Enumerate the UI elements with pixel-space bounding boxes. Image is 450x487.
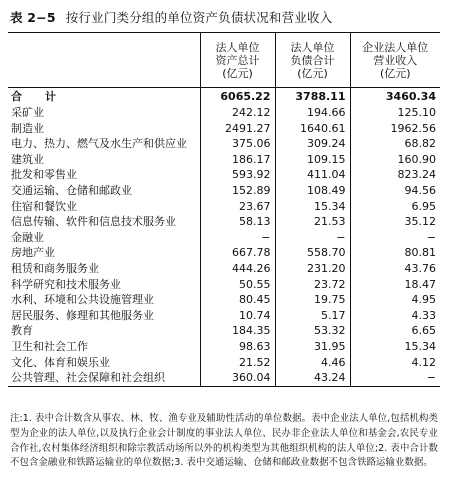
table-row bbox=[8, 292, 440, 308]
header-revenue bbox=[350, 33, 440, 88]
assets-cell: 375.06 bbox=[200, 136, 275, 152]
revenue-cell: 4.33 bbox=[350, 308, 440, 324]
liabilities-cell: 19.75 bbox=[275, 292, 350, 308]
revenue-cell: 35.12 bbox=[350, 214, 440, 230]
liabilities-cell: 558.70 bbox=[275, 245, 350, 261]
assets-cell: − bbox=[200, 230, 275, 246]
liabilities-cell: 108.49 bbox=[275, 183, 350, 199]
liabilities-cell: 23.72 bbox=[275, 277, 350, 293]
table-number: 表 2−5 bbox=[10, 10, 56, 25]
liabilities-cell: 411.04 bbox=[275, 167, 350, 183]
liabilities-cell: 5.17 bbox=[275, 308, 350, 324]
table-row bbox=[8, 339, 440, 355]
table-row bbox=[8, 245, 440, 261]
table-row bbox=[8, 355, 440, 371]
industry-cell: 房地产业 bbox=[11, 246, 55, 260]
assets-cell: 2491.27 bbox=[200, 121, 275, 137]
industry-cell: 教育 bbox=[11, 324, 33, 338]
header-liabilities-line3: (亿元) bbox=[297, 66, 328, 80]
industry-cell: 卫生和社会工作 bbox=[11, 339, 88, 353]
data-table bbox=[8, 33, 440, 387]
table-row bbox=[8, 199, 440, 215]
table-body bbox=[8, 88, 440, 387]
industry-cell: 居民服务、修理和其他服务业 bbox=[11, 308, 154, 322]
industry-cell: 租赁和商务服务业 bbox=[11, 261, 99, 275]
liabilities-cell: 4.46 bbox=[275, 355, 350, 371]
industry-cell: 信息传输、软件和信息技术服务业 bbox=[11, 215, 176, 229]
header-row bbox=[8, 33, 440, 88]
liabilities-cell: 1640.61 bbox=[275, 121, 350, 137]
industry-cell: 文化、体育和娱乐业 bbox=[11, 355, 110, 369]
liabilities-cell: 3788.11 bbox=[275, 88, 350, 106]
header-assets-line1: 法人单位 bbox=[215, 40, 260, 54]
header-assets bbox=[200, 33, 275, 88]
liabilities-cell: 53.32 bbox=[275, 323, 350, 339]
table-row bbox=[8, 152, 440, 168]
revenue-cell: − bbox=[350, 370, 440, 386]
revenue-cell: 160.90 bbox=[350, 152, 440, 168]
revenue-cell: 80.81 bbox=[350, 245, 440, 261]
revenue-cell: 68.82 bbox=[350, 136, 440, 152]
header-assets-line3: (亿元) bbox=[222, 66, 253, 80]
industry-cell: 合 计 bbox=[11, 90, 62, 103]
liabilities-cell: 15.34 bbox=[275, 199, 350, 215]
assets-cell: 242.12 bbox=[200, 105, 275, 121]
revenue-cell: 6.65 bbox=[350, 323, 440, 339]
liabilities-cell: 194.66 bbox=[275, 105, 350, 121]
assets-cell: 444.26 bbox=[200, 261, 275, 277]
revenue-cell: 4.12 bbox=[350, 355, 440, 371]
liabilities-cell: 309.24 bbox=[275, 136, 350, 152]
revenue-cell: 15.34 bbox=[350, 339, 440, 355]
table-row bbox=[8, 308, 440, 324]
table-row bbox=[8, 370, 440, 386]
table-footnote: 注:1. 表中合计数含从事农、林、牧、渔专业及辅助性活动的单位数据。表中企业法人单位,包括机构类型为企业的法人单位,以及执行企业会计制度的事业法人单位、民办非企业法人单位和基金会,农民专业合作社,农村集体经济组织和除宗教活动场所以外的机构类型为其他组织机构的法人单位;2. 表中合计数不包含金融业和铁路运输业的单位数据;3. 表中交通运输、仓储和邮政业数据不包含铁路运输业数据。 bbox=[10, 413, 438, 469]
revenue-cell: 4.95 bbox=[350, 292, 440, 308]
assets-cell: 21.52 bbox=[200, 355, 275, 371]
revenue-cell: 43.76 bbox=[350, 261, 440, 277]
header-liabilities-line2: 负债合计 bbox=[290, 53, 335, 67]
header-liabilities bbox=[275, 33, 350, 88]
revenue-cell: 823.24 bbox=[350, 167, 440, 183]
header-assets-line2: 资产总计 bbox=[215, 53, 260, 67]
revenue-cell: − bbox=[350, 230, 440, 246]
industry-cell: 公共管理、社会保障和社会组织 bbox=[8, 370, 200, 386]
revenue-cell: 6.95 bbox=[350, 199, 440, 215]
header-revenue-line2: 营业收入 bbox=[373, 53, 418, 67]
data-table-frame bbox=[8, 32, 440, 387]
industry-cell: 批发和零售业 bbox=[11, 168, 77, 182]
assets-cell: 80.45 bbox=[200, 292, 275, 308]
industry-cell: 交通运输、仓储和邮政业 bbox=[11, 183, 132, 197]
header-liabilities-line1: 法人单位 bbox=[290, 40, 335, 54]
industry-cell: 制造业 bbox=[11, 121, 44, 135]
table-row bbox=[8, 105, 440, 121]
assets-cell: 152.89 bbox=[200, 183, 275, 199]
assets-cell: 10.74 bbox=[200, 308, 275, 324]
header-industry bbox=[8, 33, 200, 88]
table-row bbox=[8, 214, 440, 230]
header-revenue-line1: 企业法人单位 bbox=[362, 40, 429, 54]
industry-cell: 金融业 bbox=[11, 230, 44, 244]
liabilities-cell: 109.15 bbox=[275, 152, 350, 168]
revenue-cell: 3460.34 bbox=[350, 88, 440, 106]
assets-cell: 184.35 bbox=[200, 323, 275, 339]
liabilities-cell: 43.24 bbox=[275, 370, 350, 386]
table-row bbox=[8, 183, 440, 199]
table-row bbox=[8, 167, 440, 183]
revenue-cell: 1962.56 bbox=[350, 121, 440, 137]
table-row bbox=[8, 323, 440, 339]
table-row bbox=[8, 121, 440, 137]
revenue-cell: 125.10 bbox=[350, 105, 440, 121]
table-row-total bbox=[8, 88, 440, 106]
liabilities-cell: 231.20 bbox=[275, 261, 350, 277]
industry-cell: 电力、热力、燃气及水生产和供应业 bbox=[11, 137, 187, 151]
assets-cell: 50.55 bbox=[200, 277, 275, 293]
assets-cell: 360.04 bbox=[200, 370, 275, 386]
table-row bbox=[8, 277, 440, 293]
header-revenue-line3: (亿元) bbox=[379, 66, 411, 80]
revenue-cell: 94.56 bbox=[350, 183, 440, 199]
liabilities-cell: − bbox=[275, 230, 350, 246]
industry-cell: 建筑业 bbox=[11, 152, 44, 166]
industry-cell: 采矿业 bbox=[11, 106, 44, 119]
assets-cell: 23.67 bbox=[200, 199, 275, 215]
assets-cell: 58.13 bbox=[200, 214, 275, 230]
industry-cell: 科学研究和技术服务业 bbox=[11, 277, 121, 291]
liabilities-cell: 31.95 bbox=[275, 339, 350, 355]
table-row bbox=[8, 230, 440, 246]
table-row bbox=[8, 261, 440, 277]
industry-cell: 住宿和餐饮业 bbox=[11, 199, 77, 213]
assets-cell: 593.92 bbox=[200, 167, 275, 183]
industry-cell: 水利、环境和公共设施管理业 bbox=[11, 293, 154, 307]
table-row bbox=[8, 136, 440, 152]
assets-cell: 98.63 bbox=[200, 339, 275, 355]
assets-cell: 667.78 bbox=[200, 245, 275, 261]
assets-cell: 6065.22 bbox=[200, 88, 275, 106]
revenue-cell: 18.47 bbox=[350, 277, 440, 293]
liabilities-cell: 21.53 bbox=[275, 214, 350, 230]
table-title bbox=[10, 8, 442, 26]
assets-cell: 186.17 bbox=[200, 152, 275, 168]
table-title-text: 按行业门类分组的单位资产负债状况和营业收入 bbox=[65, 10, 333, 25]
